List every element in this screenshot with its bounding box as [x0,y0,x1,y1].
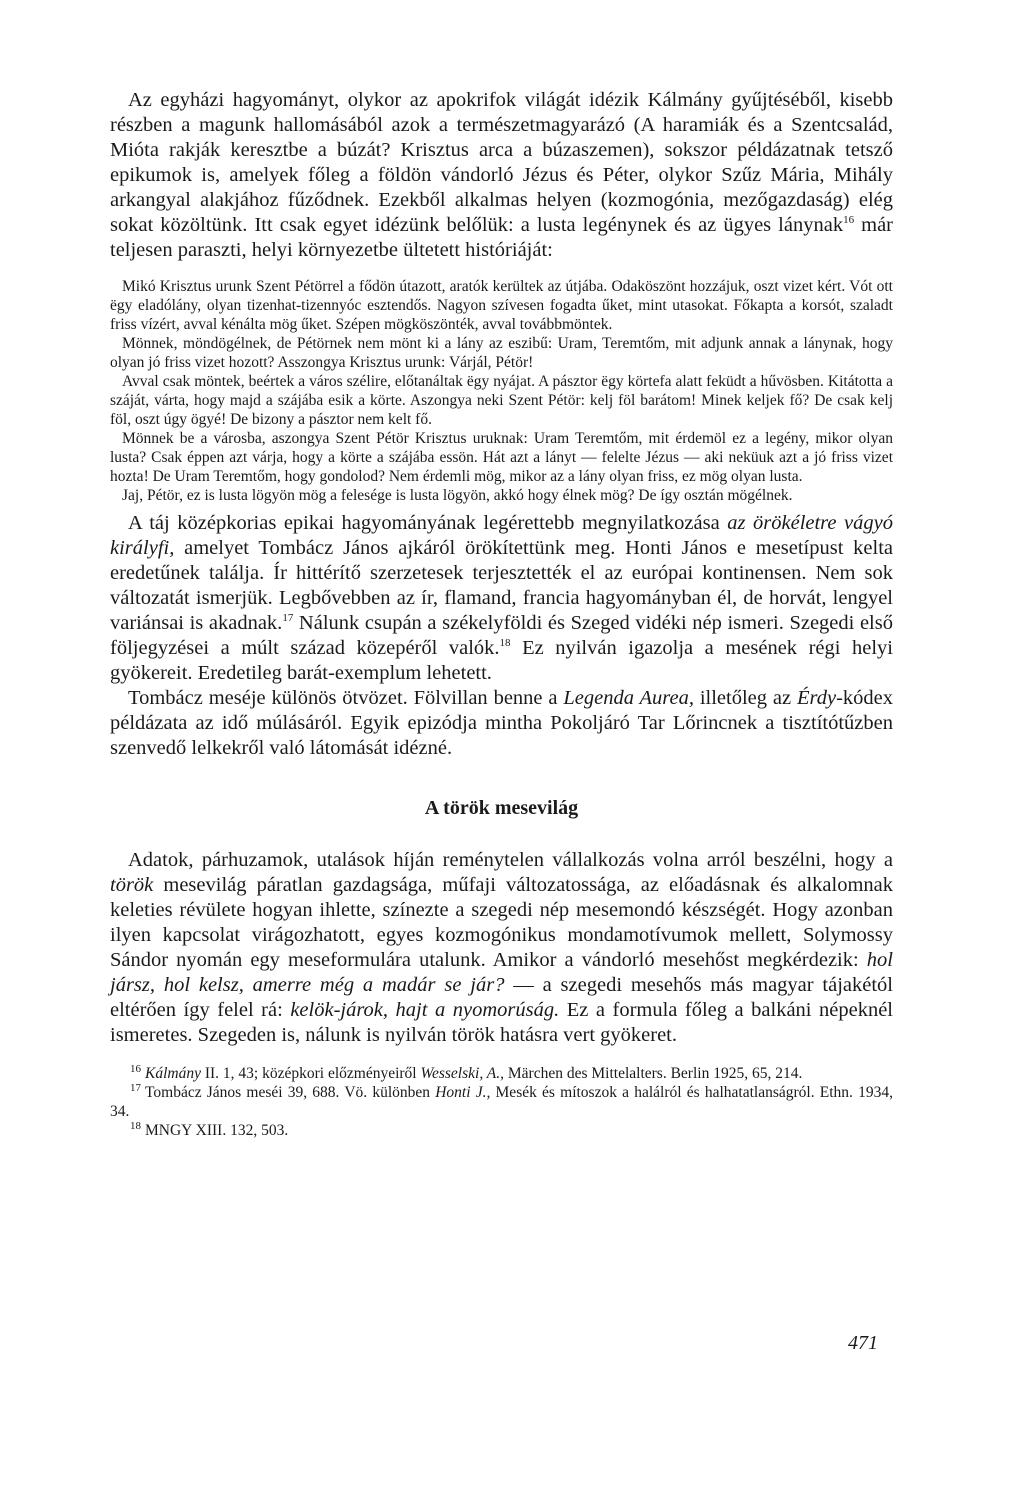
footnote-18: $^{18}$ MNGY XIII. 132, 503. [130,1119,289,1139]
quote-paragraph: Mönnek be a városba, aszongya Szent Pétör Krisztus uruknak: Uram Teremtőm, mit érdemöl ez a legény, mikor olyan lusta? Csak éppen azt várja, hogy a körte a szájába essön. Hát azt a lányt — felelte Jézus — aki neküuk azt a jó friss vizet hozta! De Uram Teremtőm, hogy gondolod? Nem érdemli mög, mikor az a lány olyan friss, ez mög olyan lusta. [110,430,893,485]
section-heading: A török mesevilág [424,797,579,819]
footnote-17: $^{17}$ Tombácz János meséi 39, 688. Vö. különben Honti J., Mesék és mítoszok a halálról és halhatatlanságról. Ethn. 1934, 34. [110,1081,893,1120]
quote-paragraph: Mikó Krisztus urunk Szent Pétörrel a fődön útazott, aratók kerültek az útjába. Odaköszönt hozzájuk, oszt vizet kért. Vót ott ëgy eladólány, olyan tizenhat-tizennyóc esztendős. Nagyon szívesen fogadta űket, mint utasokat. Főkapta a korsót, szaladt friss vízért, avval kénálta mög űket. Szépen mögköszönték, avval továbbmöntek. [110,278,893,333]
footnote-ref-18[interactable]: 18 [499,637,511,650]
paragraph-tombacz: Tombácz meséje különös ötvözet. Fölvillan benne a Legenda Aurea, illetőleg az Érdy-kódex példázata az idő múlásáról. Egyik epizódja mintha Pokoljáró Tar Lőrincnek a tisztítótűzben szenvedő lelkekről való látomását idézné. [110,687,893,759]
footnote-ref-16[interactable]: 16 [843,214,855,227]
quote-paragraph: Mönnek, möndögélnek, de Pétörnek nem mönt ki a lány az eszibű: Uram, Teremtőm, mit adjunk annak a lánynak, hogy olyan jó friss vizet hozott? Asszongya Krisztus urunk: Várjál, Pétör! [110,335,893,371]
quote-paragraph: Jaj, Pétör, ez is lusta lögyön mög a felesége is lusta lögyön, akkó hogy élnek mög? De így osztán mögélnek. [122,487,793,504]
paragraph-torok: Adatok, párhuzamok, utalások híján reménytelen vállalkozás volna arról beszélni, hogy a török mesevilág páratlan gazdagsága, műfaji változatossága, az előadásnak és alkalomnak keleties révülete hogyan ihlette, színezte a szegedi nép mesemondó készségét. Hogy azonban ilyen kapcsolat virágozhatott, egyes kozmogónikus mondamotívumok mellett, Solymossy Sándor nyomán egy meseformulára utalunk. Amikor a vándorló mesehőst megkérdezik: hol jársz, hol kelsz, amerre még a madár se jár? — a szegedi mesehős más magyar tájakétól eltérően így felel rá: kelök-járok, hajt a nyomorúság. Ez a formula főleg a balkáni népeknél ismeretes. Szegeden is, nálunk is nyilván török hatásra vert gyökeret. [110,849,894,1046]
paragraph-intro: Az egyházi hagyományt, olykor az apokrifok világát idézik Kálmány gyűjtéséből, kisebb részben a magunk hallomásából azok a természetmagyarázó (A haramiák és a Szentcsalád, Mióta rakják keresztbe a búzát? Krisztus arca a búzaszemen), sokszor példázatnak tetsző epikumok is, amelyek főleg a földön vándorló Jézus és Péter, olykor Szűz Mária, Mihály arkangyal alakjához fűződnek. Ezekből alkalmas helyen (kozmogónia, mezőgazdaság) elég sokat közöltünk. Itt csak egyet idézünk belőlük: a lusta legénynek és az ügyes lánynak$^{16}$ már teljesen paraszti, helyi környezetbe ültetett históriáját: [110,89,894,261]
page-number: 471 [848,1332,878,1354]
paragraph-kiralyfi: A táj középkorias epikai hagyományának legérettebb megnyilatkozása az örökéletre vágyó királyfi, amelyet Tombácz János ajkáról örökítettünk meg. Honti János e mesetípust kelta eredetűnek találja. Ír hittérítő szerzetesek terjesztették el az európai kontinensen. Nem sok változatát ismerjük. Legbővebben az ír, flamand, francia hagyományban él, de horvát, lengyel variánsai is akadnak.$^{17}$ Nálunk csupán a székelyföldi és Szeged vidéki nép ismeri. Szegedi első följegyzései a múlt század közepéről valók.$^{18}$ Ez nyilván igazolja a mesének régi helyi gyökereit. Eredetileg barát-exemplum lehetett. [110,512,893,684]
quote-paragraph: Avval csak möntek, beértek a város szélire, előtanáltak ëgy nyájat. A pásztor ëgy körtefa alatt feküdt a hűvösben. Kitátotta a száját, várta, hogy majd a szájába esik a körte. Aszongya neki Szent Pétör: kelj föl barátom! Minek keljek fő? De csak kelj föl, oszt úgy ögyé! De bizony a pásztor nem kelt fő. [110,373,893,428]
folk-tale-quote [110,277,893,505]
footnote-ref-17[interactable]: 17 [282,612,294,625]
footnotes [110,1064,893,1140]
page-body [110,88,893,1140]
footnote-16: $^{16}$ Kálmány II. 1, 43; középkori előzményeiről Wesselski, A., Märchen des Mittelalters. Berlin 1925, 65, 214. [130,1062,803,1082]
